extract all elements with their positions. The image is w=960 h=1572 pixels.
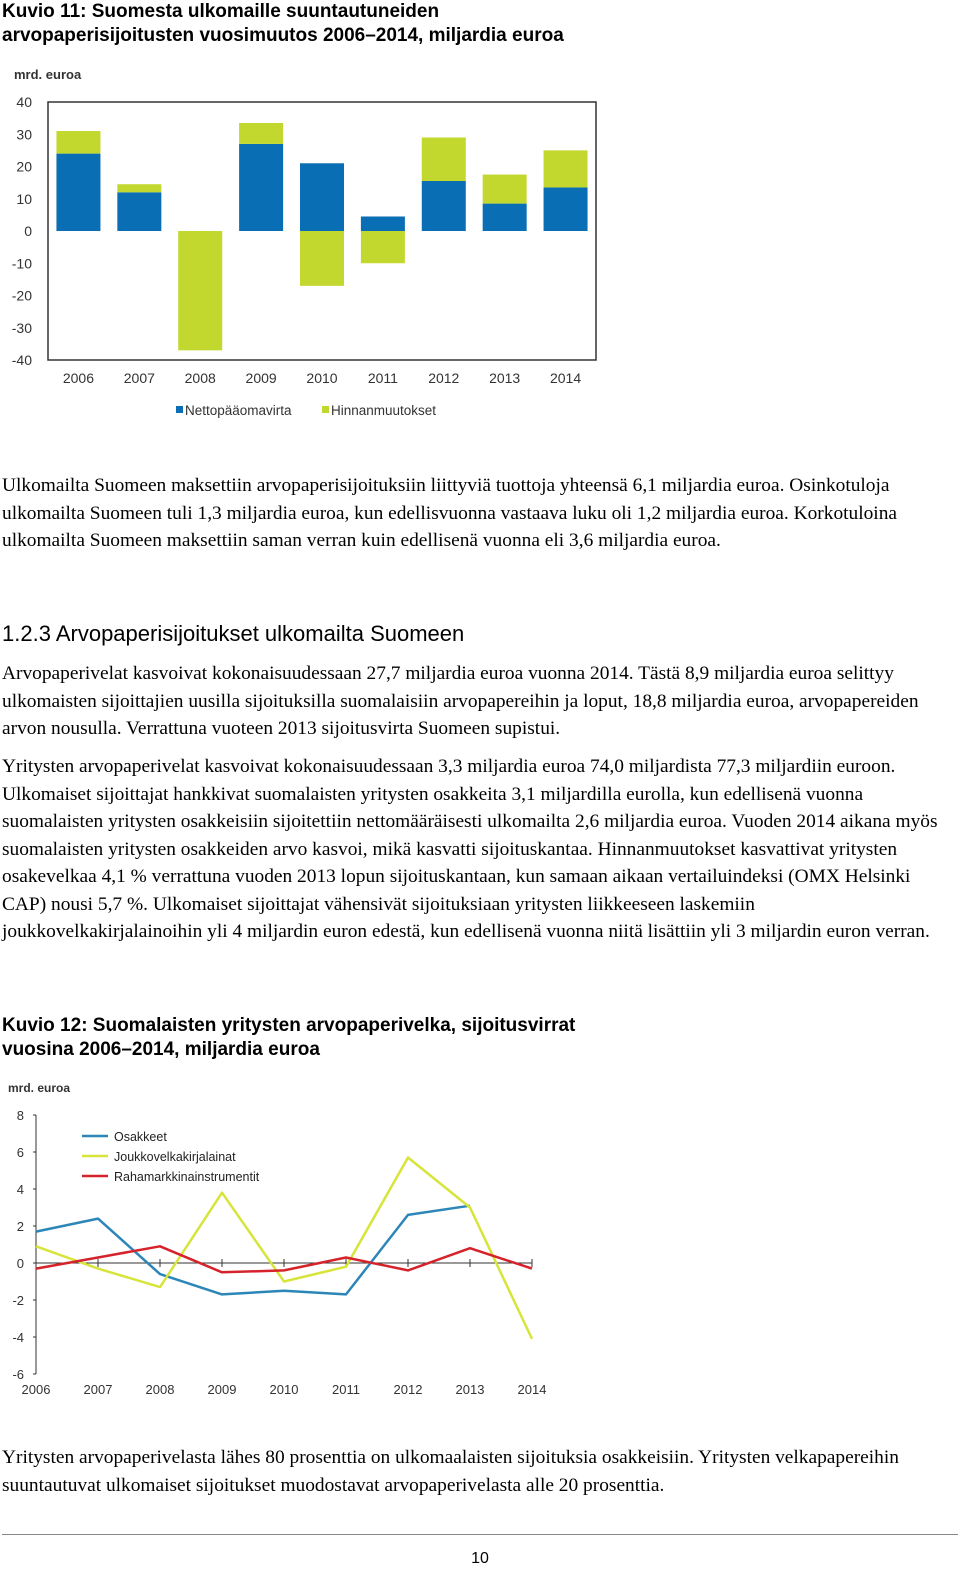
x-tick-label: 2009 <box>207 1382 237 1397</box>
figure12-title <box>2 1014 575 1062</box>
section-heading: 1.2.3 Arvopaperisijoitukset ulkomailta Suomeen <box>2 621 465 646</box>
y-tick-label: 8 <box>16 1108 24 1123</box>
y-tick-label: -30 <box>11 319 32 336</box>
bar-nettopaaomavirta-2013 <box>483 204 527 231</box>
unit-label: mrd. euroa <box>8 1081 71 1095</box>
bar-hinnanmuutokset-2012 <box>422 137 466 181</box>
x-tick-label: 2012 <box>428 370 460 386</box>
bar-hinnanmuutokset-2014 <box>544 150 588 187</box>
y-tick-label: -6 <box>12 1367 24 1382</box>
bar-hinnanmuutokset-2011 <box>361 231 405 263</box>
x-tick-label: 2014 <box>549 370 582 386</box>
legend-swatch <box>322 406 329 413</box>
y-tick-label: 0 <box>24 223 32 239</box>
bar-hinnanmuutokset-2013 <box>483 175 527 204</box>
x-tick-label: 2011 <box>332 1382 360 1397</box>
figure12-title-line1: Kuvio 12: Suomalaisten yritysten arvopaperivelka, sijoitusvirrat <box>2 1015 576 1036</box>
x-tick-label: 2009 <box>245 370 277 386</box>
bar-nettopaaomavirta-2010 <box>300 163 344 231</box>
y-tick-label: -40 <box>11 352 32 368</box>
unit-label: mrd. euroa <box>14 67 82 82</box>
bar-hinnanmuutokset-2009 <box>239 123 283 144</box>
x-tick-label: 2012 <box>393 1382 423 1397</box>
y-tick-label: 20 <box>16 158 32 175</box>
bar-hinnanmuutokset-2007 <box>117 184 161 192</box>
y-tick-label: -10 <box>11 255 32 272</box>
y-tick-label: -2 <box>12 1293 24 1308</box>
x-tick-label: 2006 <box>62 370 95 386</box>
y-tick-label: 4 <box>16 1182 24 1197</box>
footer-rule <box>2 1534 958 1535</box>
bar-hinnanmuutokset-2006 <box>56 131 100 154</box>
x-tick-label: 2013 <box>455 1382 485 1397</box>
figure11-title <box>2 0 564 48</box>
x-tick-label: 2014 <box>517 1382 547 1397</box>
legend-swatch <box>176 406 183 413</box>
y-tick-label: -20 <box>11 287 32 304</box>
x-tick-label: 2007 <box>123 370 155 386</box>
legend-label: Osakkeet <box>114 1130 167 1144</box>
paragraph-returns: Ulkomailta Suomeen maksettiin arvopaperisijoituksiin liittyviä tuottoja yhteensä 6,1 miljardia euroa. Osinkotuloja ulkomailta Suomeen tuli 1,3 miljardia euroa, kun edellisvuonna vastaava luku oli 1,2 miljardia euroa. Korkotuloina ulkomailta Suomeen maksettiin saman verran kuin edellisenä vuonna eli 3,6 miljardia euroa. <box>2 475 897 551</box>
x-tick-label: 2011 <box>367 370 398 386</box>
x-tick-label: 2010 <box>269 1382 299 1397</box>
y-tick-label: 10 <box>16 190 32 207</box>
y-tick-label: 6 <box>16 1145 24 1160</box>
x-tick-label: 2010 <box>306 370 338 386</box>
x-tick-label: 2013 <box>489 370 521 386</box>
series-osakkeet-line <box>36 1206 470 1295</box>
paragraph-liabilities: Arvopaperivelat kasvoivat kokonaisuudessaan 27,7 miljardia euroa vuonna 2014. Tästä 8,9 miljardia euroa selittyy ulkomaisten sijoittajien uusilla sijoituksilla suomalaisiin arvopapereihin ja loput, 18,8 miljardia euroa, arvopapereiden arvon nousulla. Verrattuna vuoteen 2013 sijoitusvirta Suomeen supistui. <box>2 663 919 739</box>
legend-label: Nettopääomavirta <box>185 403 292 418</box>
bar-nettopaaomavirta-2011 <box>361 216 405 231</box>
paragraph-equity-share: Yritysten arvopaperivelasta lähes 80 prosenttia on ulkomaalaisten sijoituksia osakkeisiin. Yritysten velkapapereihin suuntautuvat ulkomaiset sijoitukset muodostavat arvopaperivelasta alle 20 prosenttia. <box>2 1447 899 1496</box>
bar-nettopaaomavirta-2014 <box>544 187 588 231</box>
legend-label: Hinnanmuutokset <box>331 403 437 418</box>
bar-hinnanmuutokset-2008 <box>178 231 222 350</box>
bar-hinnanmuutokset-2010 <box>300 231 344 286</box>
bar-nettopaaomavirta-2007 <box>117 192 161 231</box>
y-tick-label: 2 <box>16 1219 24 1234</box>
figure12-title-line2: vuosina 2006–2014, miljardia euroa <box>2 1039 320 1060</box>
x-tick-label: 2006 <box>21 1382 51 1397</box>
figure11-title-line1: Kuvio 11: Suomesta ulkomaille suuntautuneiden <box>2 1 440 22</box>
figure11-bar-chart <box>0 60 620 440</box>
x-tick-label: 2007 <box>83 1382 113 1397</box>
series-joukkovelkakirjalainat-line <box>36 1158 532 1339</box>
page-number: 10 <box>471 1550 489 1567</box>
paragraph-corporate-liabilities: Yritysten arvopaperivelat kasvoivat kokonaisuudessaan 3,3 miljardia euroa 74,0 miljardista 77,3 miljardiin euroon. Ulkomaiset sijoittajat hankkivat suomalaisten yritysten osakkeita 3,1 miljardilla eurolla, kun edellisenä vuonna suomalaisten yritysten osakkeisiin sijoitettiin nettomääräisesti ulkomailta 2,6 miljardia euroa. Vuoden 2014 aikana myös suomalaisten yritysten osakkeiden arvo kasvoi, mikä kasvatti sijoituskantaa. Hinnanmuutokset kasvattivat yritysten osakevelkaa 4,1 % verrattuna vuoden 2013 lopun sijoituskantaan, kun samaan aikaan vertailuindeksi (OMX Helsinki CAP) nousi 5,7 %. Ulkomaiset sijoittajat vähensivät sijoituksiaan yritysten liikkeeseen laskemiin joukkovelkakirjalainoihin yli 4 miljardin euron edestä, kun edellisenä vuonna niitä lisättiin yli 3 miljardin euron verran. <box>2 756 938 942</box>
bar-nettopaaomavirta-2009 <box>239 144 283 231</box>
bar-nettopaaomavirta-2006 <box>56 154 100 231</box>
y-tick-label: -4 <box>12 1330 24 1345</box>
y-tick-label: 40 <box>16 94 32 110</box>
bar-nettopaaomavirta-2012 <box>422 181 466 231</box>
x-tick-label: 2008 <box>184 370 216 386</box>
y-tick-label: 30 <box>16 126 32 143</box>
legend-label: Joukkovelkakirjalainat <box>114 1150 236 1164</box>
figure11-title-line2: arvopaperisijoitusten vuosimuutos 2006–2014, miljardia euroa <box>2 25 564 46</box>
legend-label: Rahamarkkinainstrumentit <box>114 1170 260 1184</box>
figure12-line-chart <box>0 1075 560 1405</box>
x-tick-label: 2008 <box>145 1382 175 1397</box>
y-tick-label: 0 <box>16 1256 24 1271</box>
